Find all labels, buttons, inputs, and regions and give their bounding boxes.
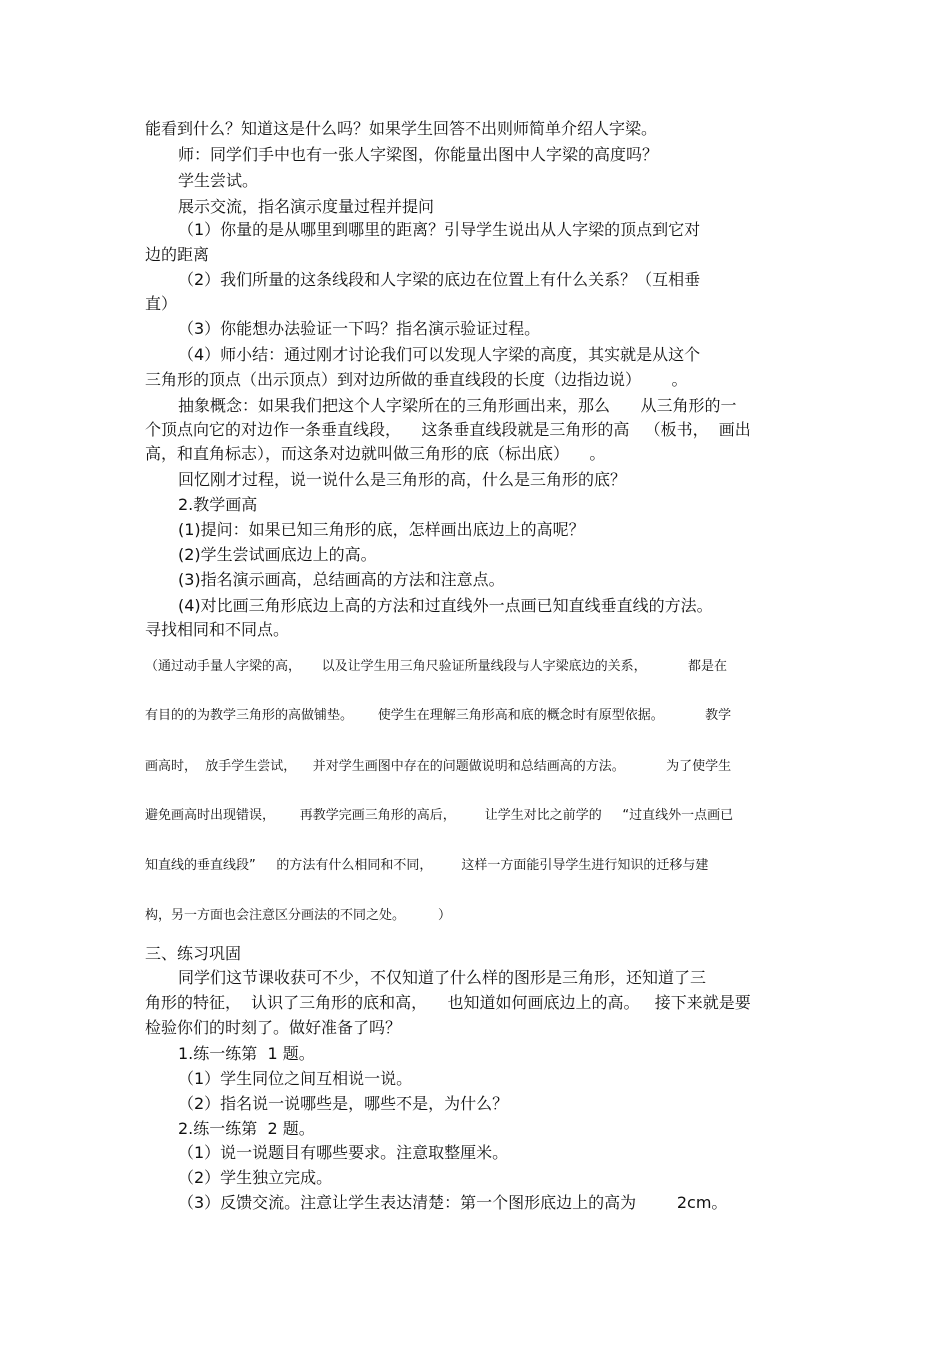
text-line: 有目的的为教学三角形的高做铺垫。 使学生在理解三角形高和底的概念时有原型依据。 教学 (145, 708, 732, 723)
text-line: (2)学生尝试画底边上的高。 (178, 545, 377, 564)
text-line: 边的距离 (145, 245, 210, 264)
text-line: 知直线的垂直线段” 的方法有什么相同和不同， 这样一方面能引导学生进行知识的迁移与建 (145, 858, 709, 873)
text-line: （2）我们所量的这条线段和人字梁的底边在位置上有什么关系？（互相垂 (178, 270, 701, 289)
text-line: （通过动手量人字梁的高， 以及让学生用三角尺验证所量线段与人字梁底边的关系， 都是在 (145, 659, 727, 674)
text-line: （2）学生独立完成。 (178, 1168, 333, 1187)
text-line: 构，另一方面也会注意区分画法的不同之处。 ） (145, 908, 452, 923)
text-line: 展示交流，指名演示度量过程并提问 (178, 197, 435, 216)
text-line: 个顶点向它的对边作一条垂直线段， 这条垂直线段就是三角形的高 （板书， 画出 (145, 420, 751, 439)
text-line: 学生尝试。 (178, 171, 259, 190)
text-line: （4）师小结：通过刚才讨论我们可以发现人字梁的高度，其实就是从这个 (178, 345, 701, 364)
text-line: 高，和直角标志），而这条对边就叫做三角形的底（标出底） 。 (145, 444, 606, 463)
text-line: 同学们这节课收获可不少，不仅知道了什么样的图形是三角形，还知道了三 (178, 968, 707, 987)
text-line: 2.练一练第 2 题。 (178, 1119, 315, 1138)
text-line: （2）指名说一说哪些是，哪些不是，为什么？ (178, 1094, 509, 1113)
text-line: 2.教学画高 (178, 495, 258, 514)
text-line: (4)对比画三角形底边上高的方法和过直线外一点画已知直线垂直线的方法。 (178, 596, 713, 615)
text-line: 抽象概念：如果我们把这个人字梁所在的三角形画出来，那么 从三角形的一 (178, 396, 737, 415)
text-line: (1)提问：如果已知三角形的底，怎样画出底边上的高呢？ (178, 520, 585, 539)
text-line: 角形的特征， 认识了三角形的底和高， 也知道如何画底边上的高。 接下来就是要 (145, 993, 751, 1012)
text-line: （3）反馈交流。注意让学生表达清楚：第一个图形底边上的高为 2cm。 (178, 1193, 728, 1212)
text-line: 检验你们的时刻了。做好准备了吗？ (145, 1018, 402, 1037)
text-line: 回忆刚才过程，说一说什么是三角形的高，什么是三角形的底？ (178, 470, 627, 489)
text-line: 直） (145, 294, 178, 313)
text-line: 避免画高时出现错误， 再教学完画三角形的高后， 让学生对比之前学的 “过直线外一点画已 (145, 808, 734, 823)
text-line: （1）你量的是从哪里到哪里的距离？引导学生说出从人字梁的顶点到它对 (178, 220, 701, 239)
text-line: 师：同学们手中也有一张人字梁图，你能量出图中人字梁的高度吗？ (178, 145, 659, 164)
text-line: 三角形的顶点（出示顶点）到对边所做的垂直线段的长度（边指边说） 。 (145, 370, 688, 389)
section-heading: 三、练习巩固 (145, 944, 242, 963)
text-line: （1）说一说题目有哪些要求。注意取整厘米。 (178, 1143, 509, 1162)
text-line: 画高时， 放手学生尝试， 并对学生画图中存在的问题做说明和总结画高的方法。 为了使学生 (145, 759, 732, 774)
text-line: (3)指名演示画高，总结画高的方法和注意点。 (178, 570, 505, 589)
text-line: 1.练一练第 1 题。 (178, 1044, 315, 1063)
text-line: （3）你能想办法验证一下吗？指名演示验证过程。 (178, 319, 541, 338)
text-line: 能看到什么？知道这是什么吗？如果学生回答不出则师简单介绍人字梁。 (145, 119, 658, 138)
text-line: 寻找相同和不同点。 (145, 620, 290, 639)
text-line: （1）学生同位之间互相说一说。 (178, 1069, 413, 1088)
